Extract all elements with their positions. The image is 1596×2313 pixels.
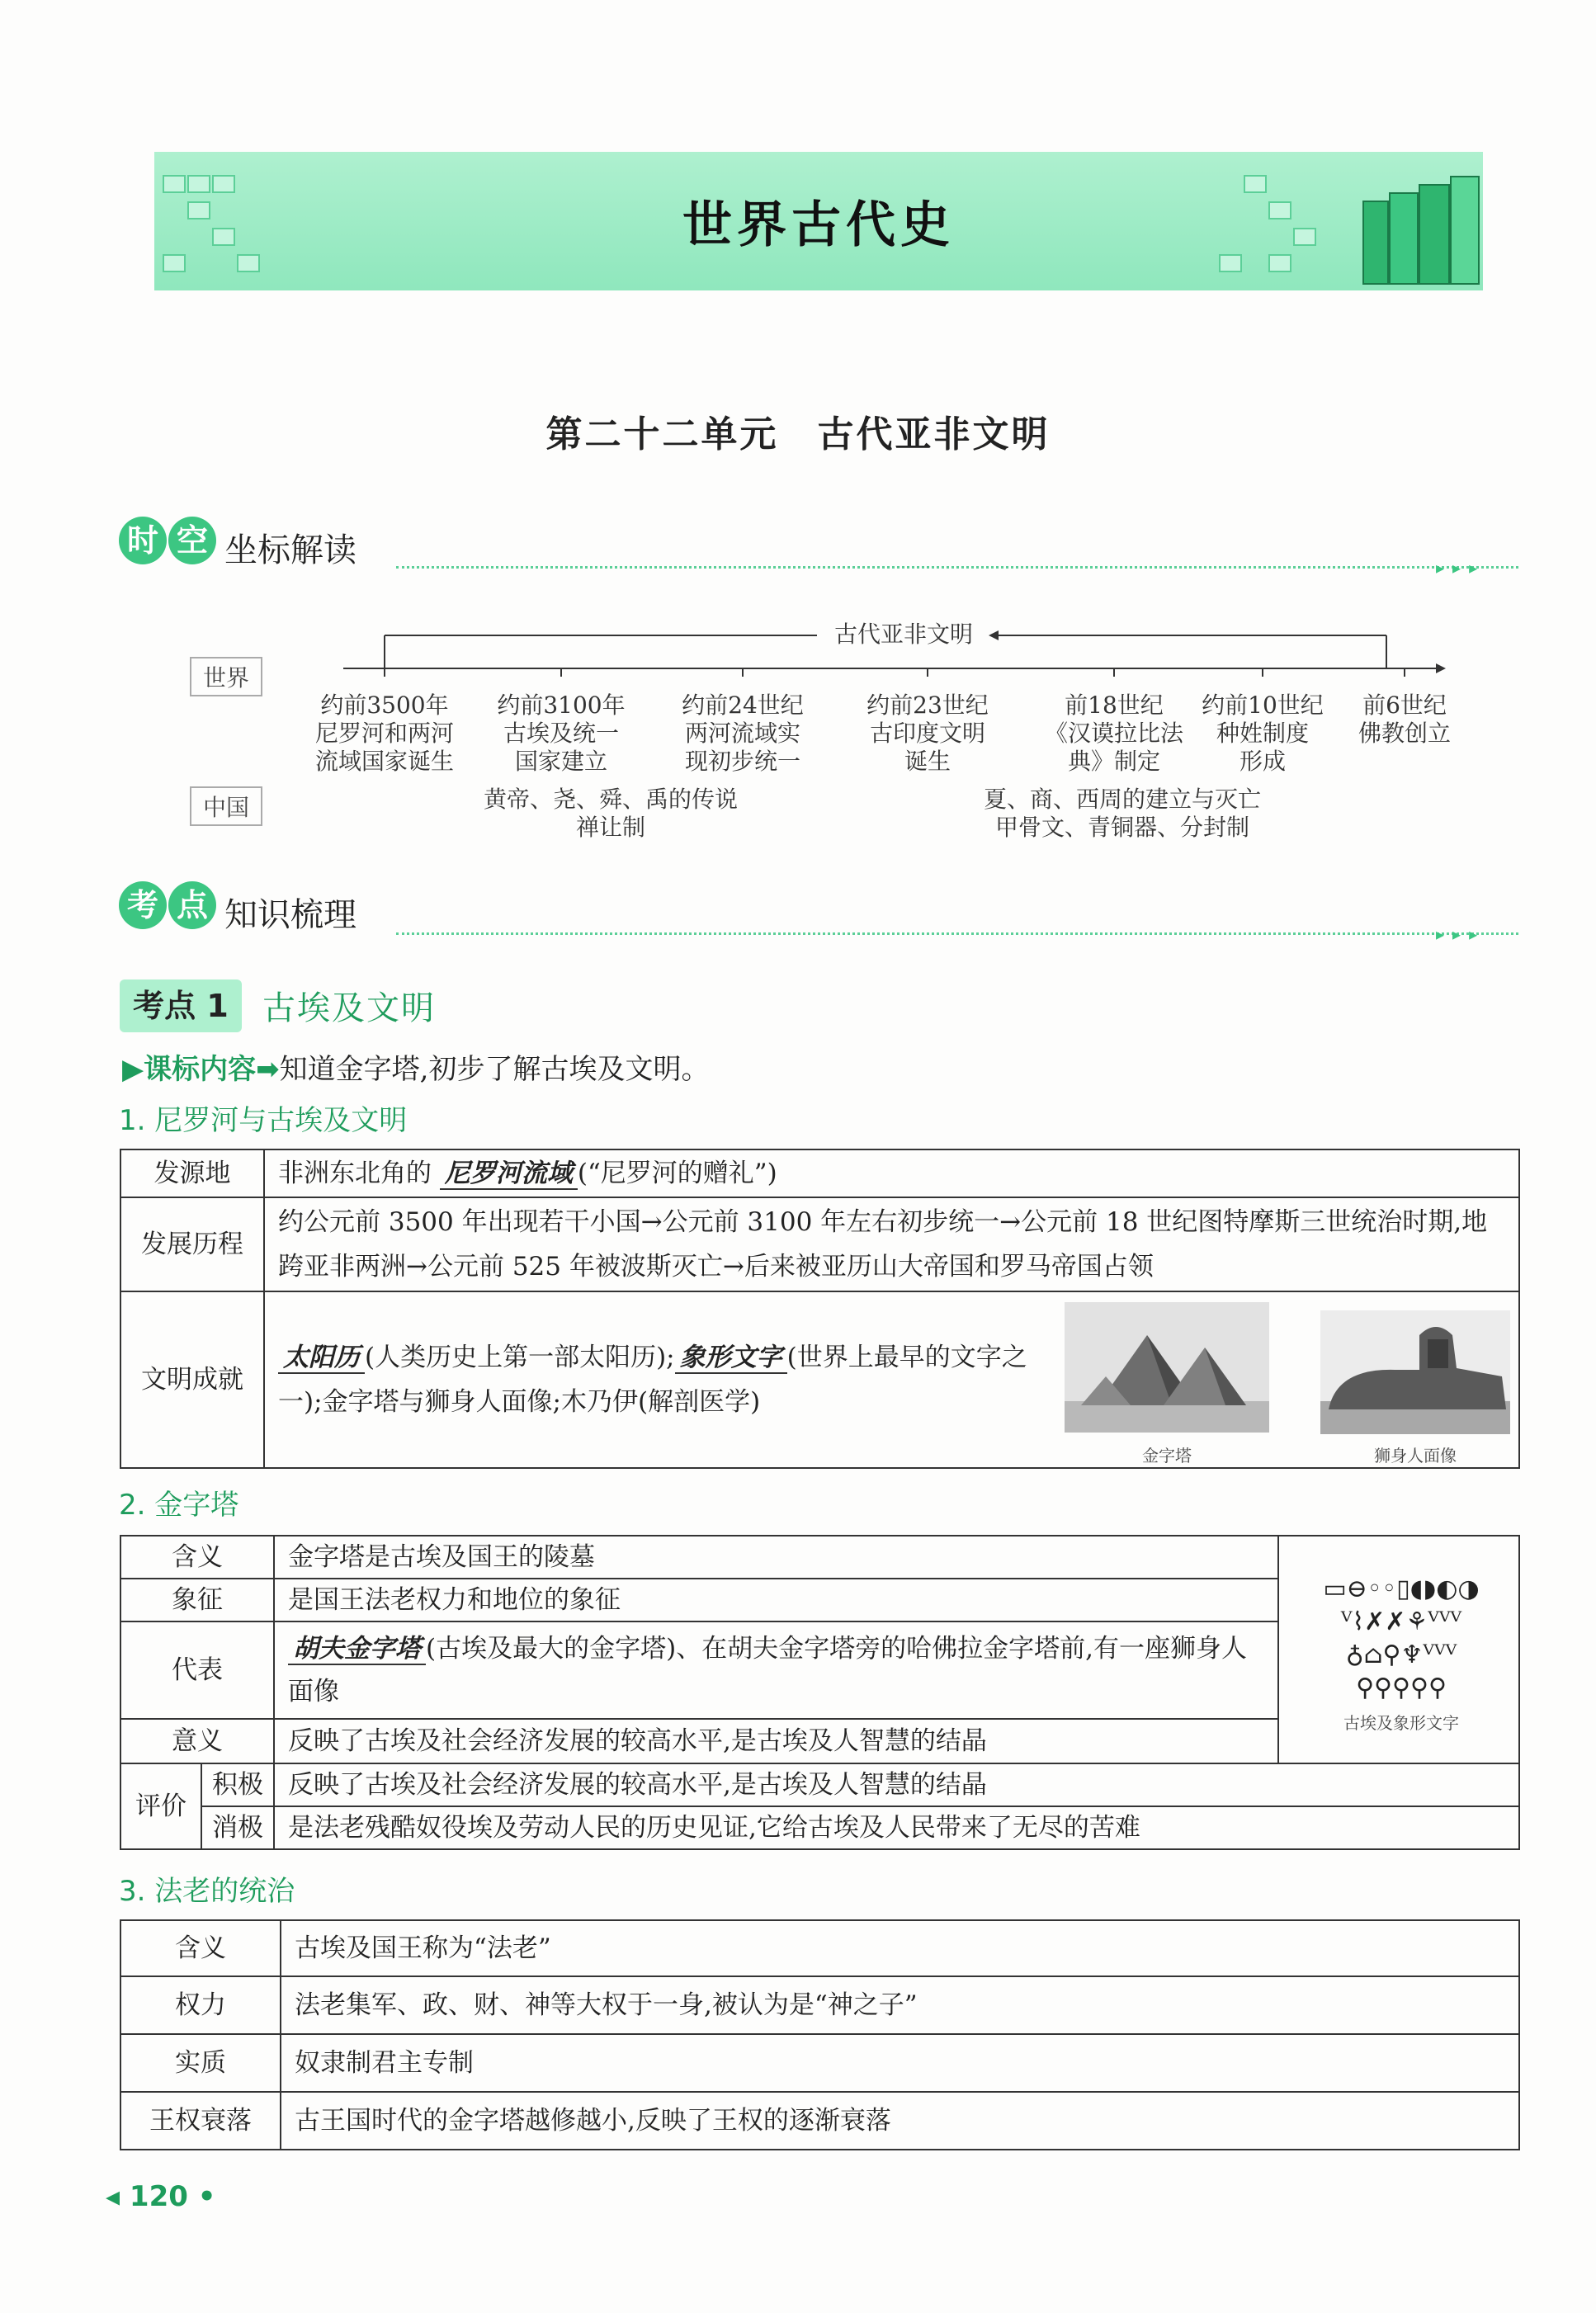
row-key: 评价 bbox=[120, 1763, 201, 1849]
part1-heading: 1. 尼罗河与古埃及文明 bbox=[119, 1104, 408, 1137]
decor-square bbox=[163, 175, 186, 193]
table-row bbox=[120, 1197, 1519, 1291]
decor-square bbox=[1268, 254, 1291, 272]
timeline-event bbox=[1180, 692, 1345, 776]
part3-heading: 3. 法老的统治 bbox=[119, 1875, 295, 1908]
decor-square bbox=[187, 175, 210, 193]
row-value: 奴隶制君主专制 bbox=[281, 2034, 1519, 2092]
row-key: 权力 bbox=[120, 1976, 281, 2034]
table-row bbox=[120, 2092, 1519, 2150]
event-line: 约前23世纪 bbox=[866, 692, 989, 719]
timeline-event bbox=[1032, 692, 1197, 776]
row-value bbox=[264, 1149, 1519, 1197]
event-line: 流域国家诞生 bbox=[314, 748, 454, 775]
event-line: 约前24世纪 bbox=[682, 692, 804, 719]
event-line: 尼罗河和两河 bbox=[314, 720, 454, 747]
glyph-row: ⚲⚲⚲⚲⚲ bbox=[1356, 1673, 1447, 1702]
event-line: 夏、商、西周的建立与灭亡 bbox=[983, 786, 1261, 813]
table-row bbox=[120, 1763, 1519, 1806]
event-line: 典》制定 bbox=[1067, 748, 1160, 775]
arrow-icons: ▸▸▸ bbox=[1436, 924, 1486, 944]
event-line: 约前10世纪 bbox=[1202, 692, 1324, 719]
row-key: 王权衰落 bbox=[120, 2092, 281, 2150]
section-header-spacetime bbox=[119, 517, 357, 571]
timeline-world-label: 世界 bbox=[190, 657, 262, 696]
section-badge: 点 bbox=[168, 881, 216, 929]
row-key: 象征 bbox=[120, 1579, 274, 1621]
section-label: 知识梳理 bbox=[224, 896, 357, 934]
timeline-china-event bbox=[941, 786, 1304, 842]
decor-square bbox=[1268, 201, 1291, 219]
page-dot-icon: • bbox=[187, 2180, 216, 2213]
page-arrow-icon: ◂ bbox=[106, 2180, 130, 2213]
row-key: 发展历程 bbox=[120, 1197, 264, 1291]
decor-square bbox=[212, 175, 235, 193]
section-header-knowledge bbox=[119, 881, 357, 936]
fill-in-answer: 尼罗河流域 bbox=[440, 1159, 578, 1190]
banner bbox=[154, 152, 1483, 290]
banner-title: 世界古代史 bbox=[682, 196, 955, 254]
row-key: 文明成就 bbox=[120, 1291, 264, 1468]
row-subkey: 消极 bbox=[201, 1806, 274, 1849]
section-badge: 空 bbox=[168, 517, 216, 564]
glyph-row: ⱽ⌇✗✗⚘ⱽⱽⱽ bbox=[1340, 1607, 1462, 1636]
unit-title: 第二十二单元 古代亚非文明 bbox=[545, 413, 1051, 456]
event-line: 国家建立 bbox=[514, 748, 607, 775]
row-key: 含义 bbox=[120, 1536, 274, 1579]
row-value: 是国王法老权力和地位的象征 bbox=[274, 1579, 1278, 1621]
fill-in-answer: 太阳历 bbox=[278, 1343, 365, 1374]
representative-text: (古埃及最大的金字塔)、在胡夫金字塔旁的哈佛拉金字塔前,有一座狮身人面像 bbox=[288, 1634, 1248, 1706]
event-line: 古印度文明 bbox=[869, 720, 985, 747]
origin-suffix: (“尼罗河的赠礼”) bbox=[577, 1159, 777, 1188]
timeline-event bbox=[845, 692, 1010, 776]
decor-square bbox=[163, 254, 186, 272]
course-text: 知道金字塔,初步了解古埃及文明。 bbox=[279, 1053, 710, 1086]
row-value: 是法老残酷奴役埃及劳动人民的历史见证,它给古埃及人民带来了无尽的苦难 bbox=[274, 1806, 1519, 1849]
timeline-event bbox=[660, 692, 825, 776]
arrow-icons: ▸▸▸ bbox=[1436, 558, 1486, 578]
row-value: 古王国时代的金字塔越修越小,反映了王权的逐渐衰落 bbox=[281, 2092, 1519, 2150]
row-subkey: 积极 bbox=[201, 1763, 274, 1806]
image-caption: 狮身人面像 bbox=[1374, 1446, 1457, 1466]
divider bbox=[396, 566, 1518, 569]
image-caption: 金字塔 bbox=[1142, 1446, 1192, 1466]
divider bbox=[396, 932, 1518, 935]
row-value: 约公元前 3500 年出现若干小国→公元前 3100 年左右初步统一→公元前 18 世纪图特摩斯三世统治时期,地跨亚非两洲→公元前 525 年被波斯灭亡→后来被亚历山大帝国和罗马帝国占领 bbox=[264, 1197, 1519, 1291]
timeline-event bbox=[1330, 692, 1479, 748]
section-badge: 考 bbox=[119, 881, 167, 929]
achievement-note: (世界上最早的文字之一);金字塔与狮身人面像;木乃伊(解剖医学) bbox=[278, 1343, 1027, 1417]
event-line: 约前3100年 bbox=[497, 692, 626, 719]
decor-square bbox=[1244, 175, 1267, 193]
row-key: 代表 bbox=[120, 1621, 274, 1719]
achievement-note: (人类历史上第一部太阳历); bbox=[365, 1343, 675, 1372]
glyph-row: ▭⊖◦◦▯◖◗◐◑ bbox=[1323, 1574, 1480, 1603]
table-row bbox=[120, 1920, 1519, 1976]
books-icon bbox=[1355, 168, 1487, 292]
event-line: 前18世纪 bbox=[1065, 692, 1164, 719]
part2-heading: 2. 金字塔 bbox=[119, 1489, 239, 1522]
image-caption: 古埃及象形文字 bbox=[1343, 1713, 1459, 1733]
event-line: 前6世纪 bbox=[1362, 692, 1447, 719]
kaodian-title: 古埃及文明 bbox=[262, 989, 436, 1027]
row-value bbox=[274, 1621, 1278, 1719]
row-value: 金字塔是古埃及国王的陵墓 bbox=[274, 1536, 1278, 1579]
row-value: 反映了古埃及社会经济发展的较高水平,是古埃及人智慧的结晶 bbox=[274, 1763, 1519, 1806]
origin-prefix: 非洲东北角的 bbox=[278, 1159, 432, 1188]
decor-square bbox=[1293, 228, 1316, 246]
event-line: 《汉谟拉比法 bbox=[1044, 720, 1183, 747]
event-line: 诞生 bbox=[904, 748, 951, 775]
table-row bbox=[120, 1806, 1519, 1849]
row-value: 古埃及国王称为“法老” bbox=[281, 1920, 1519, 1976]
hieroglyph-image bbox=[1294, 1573, 1509, 1705]
decor-square bbox=[1219, 254, 1242, 272]
row-value: 反映了古埃及社会经济发展的较高水平,是古埃及人智慧的结晶 bbox=[274, 1719, 1278, 1763]
glyph-row: ♁⌂⚲♆ⱽⱽⱽ bbox=[1345, 1640, 1457, 1669]
row-value: 法老集军、政、财、神等大权于一身,被认为是“神之子” bbox=[281, 1976, 1519, 2034]
section-label: 坐标解读 bbox=[224, 531, 357, 569]
timeline-event bbox=[302, 692, 467, 776]
table-row bbox=[120, 1976, 1519, 2034]
decor-square bbox=[237, 254, 260, 272]
event-line: 佛教创立 bbox=[1358, 720, 1451, 747]
section-badge: 时 bbox=[119, 517, 167, 564]
row-key: 实质 bbox=[120, 2034, 281, 2092]
row-key: 发源地 bbox=[120, 1149, 264, 1197]
course-label: ▶课标内容➡ bbox=[122, 1053, 280, 1086]
event-line: 现初步统一 bbox=[684, 748, 800, 775]
timeline-china-label: 中国 bbox=[190, 786, 262, 826]
sphinx-image bbox=[1320, 1310, 1510, 1434]
event-line: 两河流域实 bbox=[684, 720, 800, 747]
event-line: 禅让制 bbox=[575, 814, 645, 841]
event-line: 种姓制度 bbox=[1216, 720, 1309, 747]
kaodian-badge: 考点 1 bbox=[120, 979, 242, 1032]
table-row bbox=[120, 2034, 1519, 2092]
nile-table bbox=[120, 1149, 1520, 1469]
page-number-value: 120 bbox=[129, 2180, 188, 2213]
timeline-china-event bbox=[446, 786, 776, 842]
course-requirement bbox=[122, 1046, 709, 1087]
event-line: 约前3500年 bbox=[320, 692, 449, 719]
achievement-text bbox=[278, 1335, 1054, 1424]
event-line: 古埃及统一 bbox=[503, 720, 619, 747]
table-row bbox=[120, 1149, 1519, 1197]
event-line: 甲骨文、青铜器、分封制 bbox=[994, 814, 1249, 841]
pyramid-image bbox=[1065, 1302, 1269, 1433]
event-line: 黄帝、尧、舜、禹的传说 bbox=[483, 786, 738, 813]
decor-square bbox=[212, 228, 235, 246]
pharaoh-table bbox=[120, 1919, 1520, 2150]
row-key: 意义 bbox=[120, 1719, 274, 1763]
timeline-bracket-label: 古代亚非文明 bbox=[833, 621, 973, 648]
timeline-event bbox=[479, 692, 644, 776]
decor-square bbox=[187, 201, 210, 219]
table-row bbox=[120, 1291, 1519, 1468]
event-line: 形成 bbox=[1239, 748, 1286, 775]
row-key: 含义 bbox=[120, 1920, 281, 1976]
page-number bbox=[106, 2180, 215, 2213]
fill-in-answer: 象形文字 bbox=[675, 1343, 787, 1374]
fill-in-answer: 胡夫金字塔 bbox=[288, 1634, 426, 1665]
